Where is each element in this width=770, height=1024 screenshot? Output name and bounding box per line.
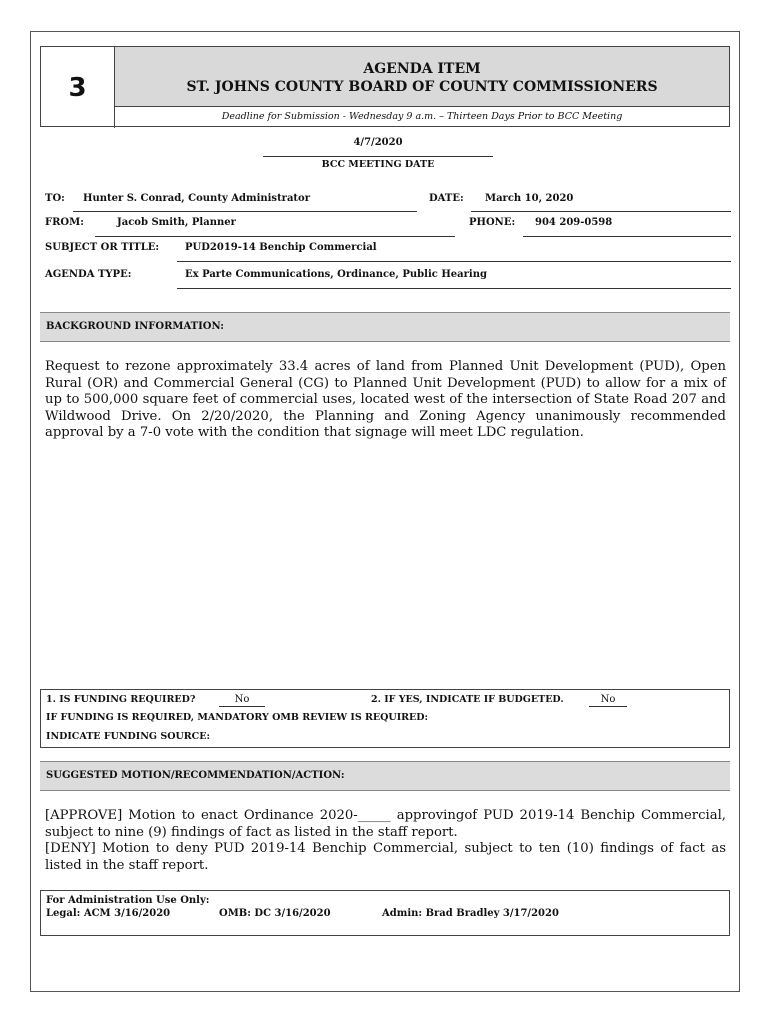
from-line: [95, 236, 455, 237]
subject-value: PUD2019-14 Benchip Commercial: [185, 242, 377, 253]
funding-question-1: 1. IS FUNDING REQUIRED?: [46, 694, 196, 705]
to-value: Hunter S. Conrad, County Administrator: [83, 193, 310, 204]
admin-box: [40, 890, 730, 936]
title-line-1: AGENDA ITEM: [363, 61, 481, 77]
phone-label: PHONE:: [469, 217, 516, 228]
funding-budgeted-value: No: [589, 694, 627, 707]
omb-review: OMB: DC 3/16/2020: [219, 908, 331, 919]
agenda-type-line: [177, 288, 731, 289]
date-value: March 10, 2020: [485, 193, 574, 204]
from-label: FROM:: [45, 217, 84, 228]
motion-text: [45, 808, 726, 874]
submission-deadline: Deadline for Submission - Wednesday 9 a.m. – Thirteen Days Prior to BCC Meeting: [221, 111, 623, 122]
funding-box: [40, 689, 730, 748]
omb-review-note: IF FUNDING IS REQUIRED, MANDATORY OMB REVIEW IS REQUIRED:: [46, 712, 429, 723]
to-label: TO:: [45, 193, 65, 204]
meeting-date-line: [263, 156, 493, 157]
phone-line: [523, 236, 731, 237]
background-heading: BACKGROUND INFORMATION:: [40, 312, 730, 342]
to-line: [73, 211, 417, 212]
agenda-type-label: AGENDA TYPE:: [45, 269, 132, 280]
date-line: [471, 211, 731, 212]
agenda-title: [115, 47, 729, 107]
approve-motion: [APPROVE] Motion to enact Ordinance 2020-_____ approvingof PUD 2019-14 Benchip Commercial, subject to nine (9) findings of fact as listed in the staff report.: [45, 808, 726, 840]
agenda-header: [40, 46, 730, 127]
deny-motion: [DENY] Motion to deny PUD 2019-14 Benchip Commercial, subject to ten (10) findings of fact as listed in the staff report.: [45, 841, 726, 873]
subject-line: [177, 261, 731, 262]
meeting-date: 4/7/2020: [353, 137, 403, 148]
agenda-item-number: 3: [41, 47, 115, 128]
funding-required-value: No: [219, 694, 265, 707]
subject-label: SUBJECT OR TITLE:: [45, 242, 160, 253]
date-label: DATE:: [429, 193, 464, 204]
funding-question-2: 2. IF YES, INDICATE IF BUDGETED.: [371, 694, 564, 705]
funding-source-label: INDICATE FUNDING SOURCE:: [46, 731, 210, 742]
agenda-page: [30, 31, 740, 992]
legal-review: Legal: ACM 3/16/2020: [46, 908, 171, 919]
motion-heading: SUGGESTED MOTION/RECOMMENDATION/ACTION:: [40, 761, 730, 791]
admin-review: Admin: Brad Bradley 3/17/2020: [382, 908, 559, 919]
agenda-type-value: Ex Parte Communications, Ordinance, Public Hearing: [185, 269, 487, 280]
from-value: Jacob Smith, Planner: [117, 217, 236, 228]
title-line-2: ST. JOHNS COUNTY BOARD OF COUNTY COMMISSIONERS: [186, 79, 658, 95]
admin-heading: For Administration Use Only:: [46, 895, 210, 906]
phone-value: 904 209-0598: [535, 217, 613, 228]
meeting-date-label: BCC MEETING DATE: [321, 159, 435, 170]
background-text: Request to rezone approximately 33.4 acres of land from Planned Unit Development (PUD), Open Rural (OR) and Commercial General (CG) to Planned Unit Development (PUD) to allow for a mix of up to 500,000 square feet of commercial uses, located west of the intersection of State Road 207 and Wildwood Drive. On 2/20/2020, the Planning and Zoning Agency unanimously recommended approval by a 7-0 vote with the condition that signage will meet LDC regulation.: [45, 359, 726, 440]
